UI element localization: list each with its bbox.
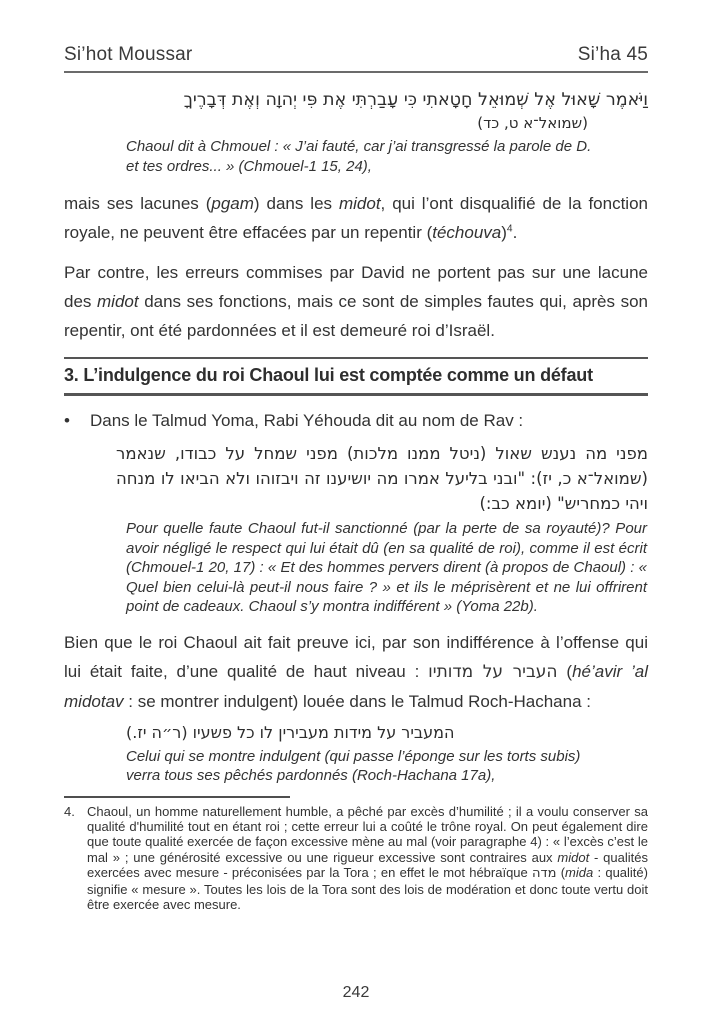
roch-hachana-quote-translation: Celui qui se montre indulgent (qui passe l’éponge sur les torts subis) verra tous ses pêchés pardonnés (Roch-Hachana 17a), xyxy=(126,747,581,784)
roch-hachana-quote-hebrew: המעביר על מידות מעבירין לו כל פשעיו (ר״ה יז.) xyxy=(126,722,455,742)
bullet-marker: • xyxy=(64,411,70,430)
bullet-item xyxy=(64,408,648,433)
samuel-quote-translation: Chaoul dit à Chmouel : « J’ai fauté, car j’ai transgressé la parole de D. et tes ordres... » (Chmouel-1 15, 24), xyxy=(126,138,592,175)
samuel-quote-hebrew: וַיֹּאמֶר שָׁאוּל אֶל שְׁמוּאֵל חָטָאתִי כִּי עָבַרְתִּי אֶת פִּי יְהוָה וְאֶת דְּבָרֶיךָ xyxy=(183,90,648,110)
paragraph-pgam: mais ses lacunes (pgam) dans les midot, qui l’ont disqualifié de la fonction royale, ne peuvent être effacées par un repentir (téchouva)$^4$. xyxy=(64,194,648,242)
footnote-number: 4. xyxy=(64,803,75,819)
samuel-quote-block xyxy=(64,88,648,176)
section-heading-title: 3. L’indulgence du roi Chaoul lui est comptée comme un défaut xyxy=(64,365,593,385)
paragraph-david: Par contre, les erreurs commises par David ne portent pas sur une lacune des midot dans ses fonctions, mais ce sont de simples fautes qui, après son repentir, ont été pardonnées et il est demeuré roi d’Israël. xyxy=(64,263,648,340)
samuel-quote-reference: (שמואל־א ט, כד) xyxy=(477,114,588,132)
yoma-quote-translation: Pour quelle faute Chaoul fut-il sanctionné (par la perte de sa royauté)? Pour avoir négligé le respect qui lui était dû (en sa qualité de roi), comme il est écrit (Chmouel-1 20, 17) : « Et des hommes pervers dirent (à propos de Chaoul) : « Quel bien celui-là peut-il nous faire ? » et ils le méprisèrent et ne lui offrirent point de cadeaux. Chaoul s’y montra indifférent » (Yoma 22b). xyxy=(126,520,647,615)
yoma-quote-block xyxy=(64,441,648,617)
header-rule xyxy=(64,71,648,73)
bullet-text: Dans le Talmud Yoma, Rabi Yéhouda dit au nom de Rav : xyxy=(90,411,524,430)
section-heading xyxy=(64,357,648,396)
footnote-separator xyxy=(64,796,290,798)
header-left-title: Si’hot Moussar xyxy=(64,44,193,65)
page-number: 242 xyxy=(342,984,370,1001)
roch-hachana-quote-block xyxy=(64,721,648,786)
page-header xyxy=(64,44,648,66)
yoma-quote-hebrew: מפני מה נענש שאול (ניטל ממנו מלכות) מפני שמחל על כבודו, שנאמר (שמואל־א כ, יז): "ובני בליעל אמרו מה יושיענו זה ויבזוהו ולא הביאו לו מנחה ויהי כמחריש" (יומא כב:) xyxy=(116,444,648,513)
footnote xyxy=(64,804,648,913)
header-right-title: Si’ha 45 xyxy=(577,44,648,65)
footnote-text: Chaoul, un homme naturellement humble, a pêché par excès d’humilité ; il a voulu conserver sa qualité d'humilité tout en étant roi ; cette erreur lui a coûté le trône royal. On peut également dire que toute qualité exercée de façon excessive mène au mal (voir paragraphe 4) : « l’excès c’est le mal » ; une générosité excessive ou une rigueur excessive sont contraires aux midot - qualités exercées avec mesure - préconisées par la Tora ; en effet le mot hébraïque מדה (mida : qualité) signifie « mesure ». Toutes les lois de la Tora sont des lois de modération et donc toute vertu doit être exercée avec mesure. xyxy=(87,803,648,912)
paragraph-bien-que: Bien que le roi Chaoul ait fait preuve ici, par son indifférence à l’offense qui lui était faite, d’une qualité de haut niveau : העביר על מדותיו (hé’avir ’al midotav : se montrer indulgent) louée dans le Talmud Roch-Hachana : xyxy=(64,632,648,711)
